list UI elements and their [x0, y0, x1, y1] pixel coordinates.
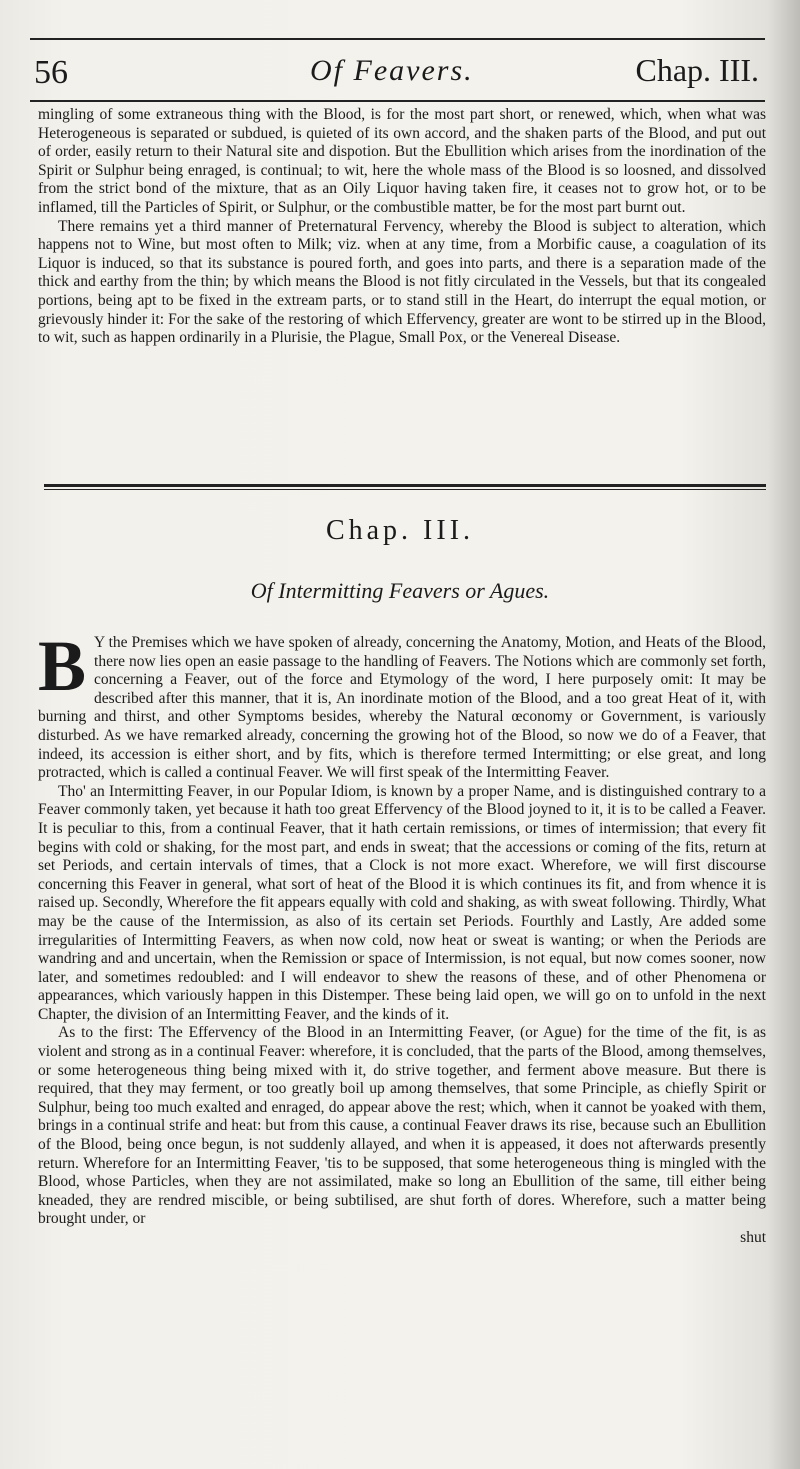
paragraph-text: Y the Premises which we have spoken of already, concerning the Anatomy, Motion, and Heats of the Blood, there now lies open an easie passage to the handling of Feavers. The Notions which are commonly set forth, concerning a Feaver, out of the force and Etymology of the word, I here purposely omit: It may be described after this manner, that it is, An inordinate motion of the Blood, and a too great Heat of it, with burning and thirst, and other Symptoms besides, whereby the Natural œconomy or Government, is variously disturbed. As we have remarked already, concerning the growing hot of the Blood, so now we do of a Feaver, that indeed, its accession is either short, and by fits, which is therefore termed Intermitting; or else great, and long protracted, which is called a continual Feaver. We will first speak of the Intermitting Feaver.: [38, 634, 766, 782]
page-header: [30, 38, 765, 102]
running-chapter: Chap. III.: [635, 52, 759, 88]
chapter-title: Chap. III.: [325, 515, 475, 546]
drop-cap: B: [38, 626, 87, 706]
paragraph: Tho' an Intermitting Feaver, in our Popular Idiom, is known by a proper Name, and is distinguished contrary to a Feaver commonly taken, yet because it hath too great Effervency of the Blood joyned to it, it is to be called a Feaver. It is peculiar to this, from a continual Feaver, that it hath certain remissions, or times of intermission; that every fit begins with cold or shaking, for the most part, and ends in sweat; that the accessions or coming of the fits, return at set Periods, and certain intervals of times, that a Clock is not more exact. Wherefore, we will first discourse concerning this Feaver in general, what sort of heat of the Blood it is which continues its fit, and from whence it is raised up. Secondly, Wherefore the fit appears equally with cold and shaking, as with sweat following. Thirdly, What may be the cause of the Intermission, as also of its certain set Periods. Fourthly and Lastly, Are added some irregularities of Intermitting Feavers, as when now cold, now heat or sweat is wanting; or when the Periods are wandring and and uncertain, when the Remission or space of Intermission, is not equal, but now comes sooner, now later, and sometimes redoubled: and I will endeavor to shew the reasons of these, and of other Phenomena or appearances, which variously happen in this Distemper. These being laid open, we will go on to unfold in the next Chapter, the division of an Intermitting Feaver, and the kinds of it.: [38, 782, 766, 1023]
section-continued-text: [38, 106, 766, 348]
paragraph: As to the first: The Effervency of the Blood in an Intermitting Feaver, (or Ague) for the time of the fit, is as violent and strong as in a continual Feaver: wherefore, it is concluded, that the parts of the Blood, among themselves, or some heterogeneous thing being mixed with it, do strive together, and ferment above measure. But there is required, that they may ferment, or too greatly boil up among themselves, that some Principle, as chiefly Spirit or Sulphur, being too much exalted and enraged, do appear above the rest; which, when it cannot be yoaked with them, brings in a continual strife and heat: but from this cause, a continual Feaver draws its rise, because such an Ebullition of the Blood, being once begun, is not suddenly allayed, and when it is appeased, it does not afterwards presently return. Wherefore for an Intermitting Feaver, 'tis to be supposed, that some heterogeneous thing is mingled with the Blood, whose Particles, when they are not assimilated, make so long an Ebullition of the same, till either being kneaded, they are rendred miscible, or being subtilised, are shut forth of dores. Wherefore, such a matter being brought under, or: [38, 1024, 766, 1228]
catchword: shut: [740, 1229, 766, 1246]
running-title: Of Feavers.: [310, 54, 474, 87]
chapter-body: [38, 626, 766, 1248]
page-number: 56: [34, 54, 68, 91]
paragraph: mingling of some extraneous thing with the Blood, is for the most part short, or renewed, which, when what was Heterogeneous is separated or subdued, is quieted of its own accord, and the shaken parts of the Blood, and put out of order, easily return to their Natural site and dispotion. But the Ebullition which arises from the inordination of the Spirit or Sulphur being enraged, is continual; to wit, here the whole mass of the Blood is so loosned, and dissolved from the strict bond of the mixture, that as an Oily Liquor having taken fire, it ceases not to grow hot, or to be inflamed, till the Particles of Spirit, or Sulphur, or the combustible matter, be for the most part burnt out.: [38, 106, 766, 216]
paragraph: There remains yet a third manner of Preternatural Fervency, whereby the Blood is subject to alteration, which happens not to Wine, but most often to Milk; viz. when at any time, from a Morbific cause, a coagulation of its Liquor is induced, so that its substance is poured forth, and goes into parts, and there is a separation made of the thick and earthy from the thin; by which means the Blood is not fitly circulated in the Vessels, but that its congealed portions, being apt to be fixed in the extream parts, or to stand still in the Heart, do interrupt the equal motion, or grievously hinder it: For the sake of the restoring of which Effervency, greater are wont to be stirred up in the Blood, to wit, such as happen ordinarily in a Plurisie, the Plague, Small Pox, or the Venereal Disease.: [38, 217, 766, 347]
paragraph-first: [38, 626, 766, 783]
section-divider: [44, 484, 766, 490]
chapter-subtitle: Of Intermitting Feavers or Agues.: [250, 578, 550, 603]
